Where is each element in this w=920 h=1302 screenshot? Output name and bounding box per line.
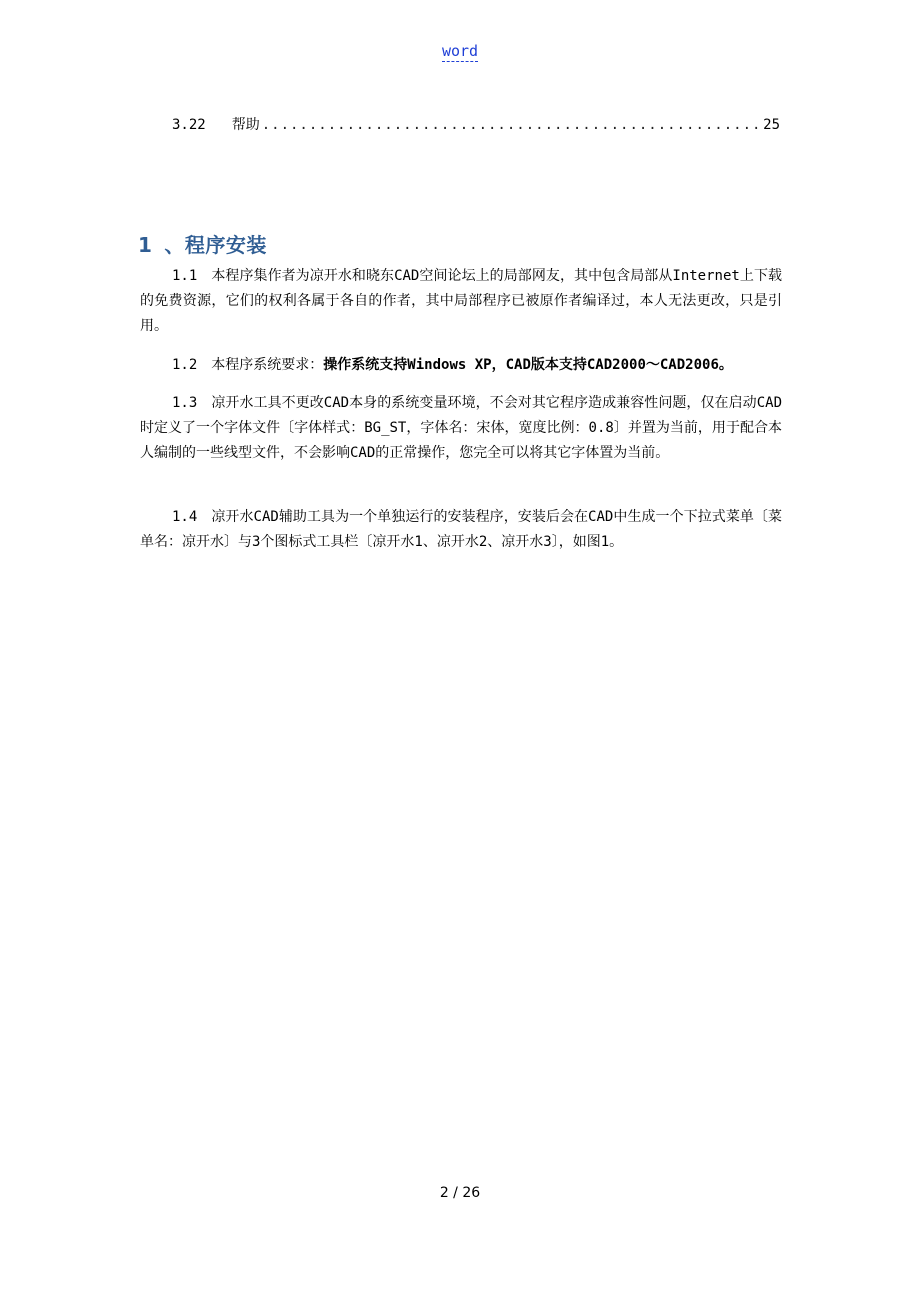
paragraph-label: 1.1 <box>172 268 198 284</box>
page-header <box>0 42 920 60</box>
paragraph-text: 凉开水工具不更改CAD本身的系统变量环境，不会对其它程序造成兼容性问题，仅在启动CAD时定义了一个字体文件〔字体样式：BG_ST，字体名：宋体，宽度比例：0.8〕并置为当前，用于配合本人编制的一些线型文件，不会影响CAD的正常操作，您完全可以将其它字体置为当前。 <box>140 395 782 461</box>
toc-entry-number: 3.22 <box>172 117 206 133</box>
paragraph-1-2 <box>140 353 782 378</box>
paragraph-1-1 <box>140 264 782 339</box>
section-separator: 、 <box>164 233 185 257</box>
paragraph-label: 1.3 <box>172 395 198 411</box>
toc-entry[interactable] <box>172 114 780 134</box>
paragraph-label: 1.4 <box>172 509 198 525</box>
toc-entry-title: 帮助 <box>231 117 260 133</box>
section-title: 程序安装 <box>184 233 267 257</box>
paragraph-bold-text: 操作系统支持Windows XP，CAD版本支持CAD2000～CAD2006。 <box>323 357 733 373</box>
paragraph-label: 1.2 <box>172 357 198 373</box>
paragraph-text: 本程序系统要求： <box>211 357 324 373</box>
paragraph-text: 凉开水CAD辅助工具为一个单独运行的安装程序，安装后会在CAD中生成一个下拉式菜单〔菜单名：凉开水〕与3个图标式工具栏〔凉开水1、凉开水2、凉开水3〕，如图1。 <box>140 509 782 550</box>
section-number: 1 <box>138 233 153 257</box>
paragraph-text: 本程序集作者为凉开水和晓东CAD空间论坛上的局部网友，其中包含局部从Internet上下载的免费资源，它们的权利各属于各自的作者，其中局部程序已被原作者编译过，本人无法更改，只是引用。 <box>140 268 782 334</box>
toc-leader-dots <box>262 117 761 133</box>
page-number: 2 / 26 <box>439 1185 481 1201</box>
section-heading <box>138 229 267 258</box>
paragraph-1-4 <box>140 505 782 555</box>
toc-entry-page: 25 <box>763 117 780 133</box>
paragraph-1-3 <box>140 391 782 466</box>
header-word-link[interactable]: word <box>441 42 479 60</box>
